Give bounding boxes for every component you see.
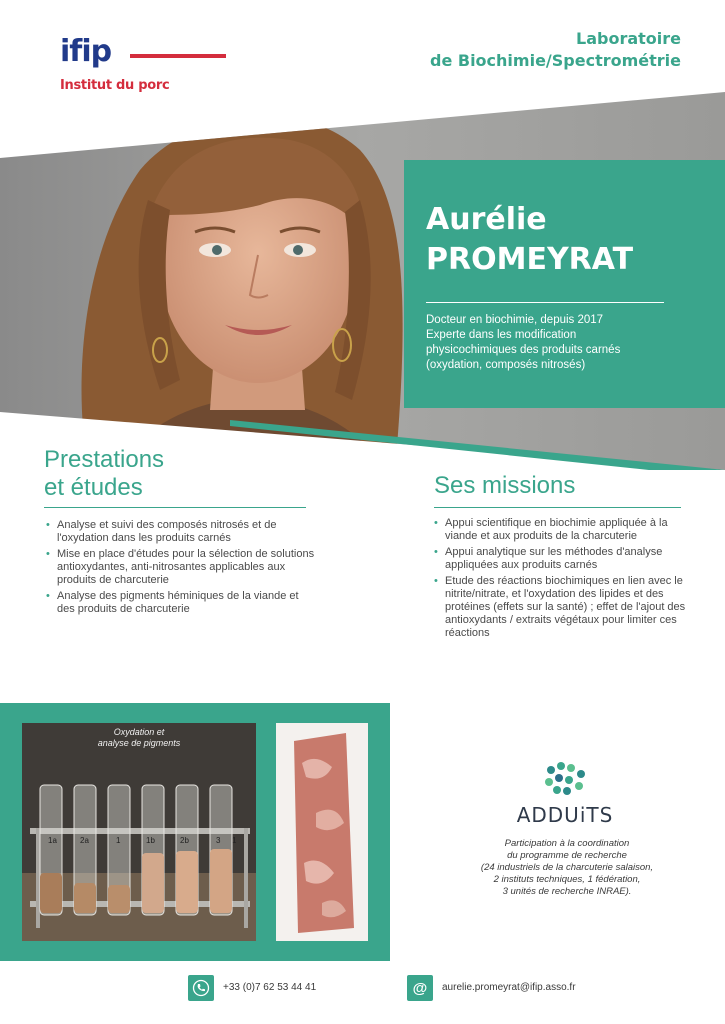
list-item: • Analyse et suivi des composés nitrosés et de l'oxydation dans les produits carnés xyxy=(46,519,316,545)
prestations-heading-line1: Prestations xyxy=(44,446,165,473)
phone-number[interactable]: +33 (0)7 62 53 44 41 xyxy=(223,982,317,993)
list-item: • Mise en place d'études pour la sélection de solutions antioxydantes, anti-nitrosantes applicables aux produits de charcuterie xyxy=(46,548,316,587)
tube-label: 1 xyxy=(232,836,237,845)
meat-sample-photo xyxy=(276,723,368,941)
logo-subtitle: Institut du porc xyxy=(60,78,170,93)
caption-line: Participation à la coordination xyxy=(504,838,630,849)
adduits-name: ADDUiTS xyxy=(516,803,614,827)
tubes-caption xyxy=(22,727,256,749)
lab-title-line1: Laboratoire xyxy=(576,29,681,48)
divider xyxy=(426,302,664,303)
profile-description xyxy=(426,313,725,373)
test-tubes-photo xyxy=(22,723,256,941)
adduits-dots-icon xyxy=(541,760,589,796)
lab-title-line2: de Biochimie/Spectrométrie xyxy=(430,51,681,70)
missions-heading: Ses missions xyxy=(434,472,576,499)
prestations-heading xyxy=(44,446,164,502)
tube-label: 2b xyxy=(180,836,189,845)
list-item: • Etude des réactions biochimiques en lien avec le nitrite/nitrate, et l'oxydation des lipides et des protéines (effets sur la santé) ; effet de l'ajout des antioxydants / extraits végétaux pour limiter ces réactions xyxy=(434,575,700,640)
caption-line: 3 unités de recherche INRAE). xyxy=(502,886,632,897)
phone-icon xyxy=(188,975,214,1001)
adduits-caption xyxy=(456,838,678,898)
tube-label: 1a xyxy=(48,836,57,845)
tube-label: 1b xyxy=(146,836,155,845)
at-icon: @ xyxy=(407,975,433,1001)
ifip-logo xyxy=(60,34,170,93)
logo-dash xyxy=(130,54,226,58)
caption-line: (24 industriels de la charcuterie salaison, xyxy=(480,862,654,873)
list-item: • Appui analytique sur les méthodes d'analyse appliquées aux produits carnés xyxy=(434,546,700,572)
lab-photos-panel xyxy=(0,703,390,961)
divider xyxy=(44,507,306,508)
prestations-list xyxy=(46,519,316,619)
first-name: Aurélie xyxy=(426,202,547,237)
description-line: Experte dans les modification xyxy=(426,329,577,341)
last-name: PROMEYRAT xyxy=(426,242,634,277)
tubes-caption-line1: Oxydation et xyxy=(113,727,165,737)
tube-label: 1 xyxy=(116,836,121,845)
tube-label: 2a xyxy=(80,836,89,845)
caption-line: du programme de recherche xyxy=(507,850,627,861)
test-tubes-illustration xyxy=(22,723,256,941)
tubes-caption-line2: analyse de pigments xyxy=(97,738,181,748)
logo-word: ifip xyxy=(60,34,112,69)
email-link[interactable]: aurelie.promeyrat@ifip.asso.fr xyxy=(442,982,576,993)
missions-list xyxy=(434,517,700,643)
caption-line: 2 instituts techniques, 1 fédération, xyxy=(493,874,641,885)
description-line: Docteur en biochimie, depuis 2017 xyxy=(426,314,604,326)
description-line: (oxydation, composés nitrosés) xyxy=(426,359,586,371)
list-item: • Appui scientifique en biochimie appliquée à la viande et aux produits de la charcuterie xyxy=(434,517,700,543)
profile-card xyxy=(404,160,725,408)
list-item: • Analyse des pigments héminiques de la viande et des produits de charcuterie xyxy=(46,590,316,616)
description-line: physicochimiques des produits carnés xyxy=(426,344,621,356)
lab-title xyxy=(430,28,681,72)
prestations-heading-line2: et études xyxy=(44,474,143,501)
tube-label: 3 xyxy=(216,836,221,845)
adduits-logo xyxy=(510,760,620,827)
meat-slice-illustration xyxy=(276,723,368,941)
divider xyxy=(434,507,681,508)
